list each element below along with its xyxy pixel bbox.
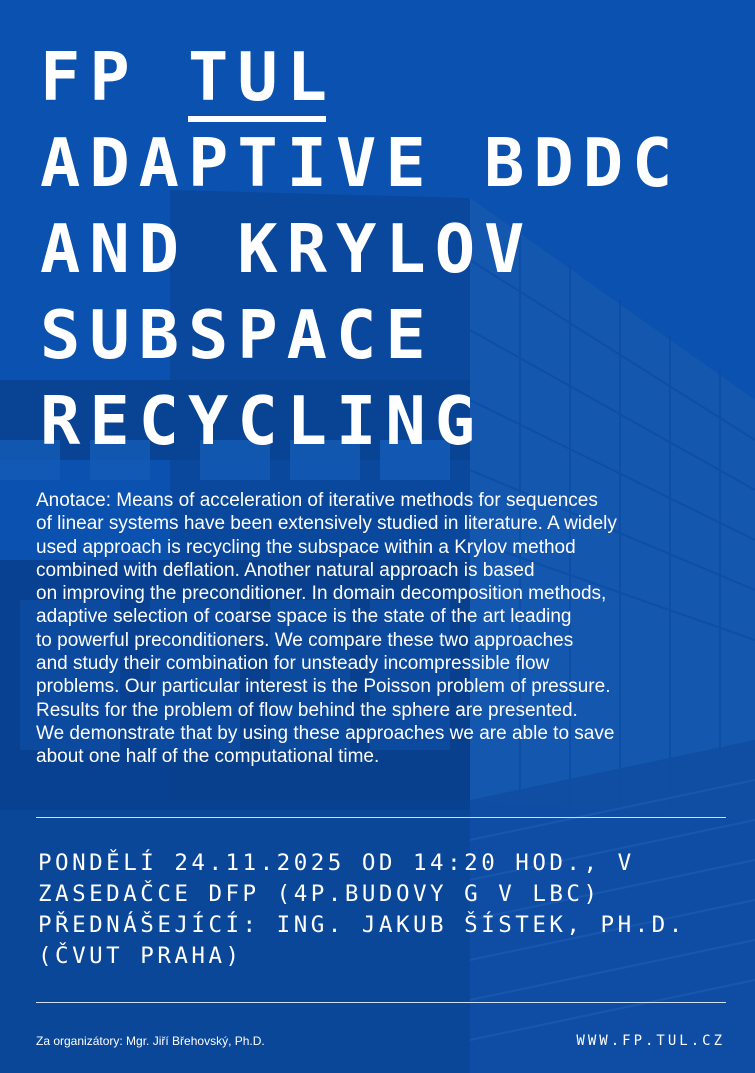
- event-details: [38, 848, 738, 972]
- title-line-4: SUBSPACE: [40, 296, 435, 374]
- abstract-line: adaptive selection of coarse space is the state of the art leading: [36, 606, 572, 628]
- abstract-line: on improving the preconditioner. In domain decomposition methods,: [36, 583, 607, 605]
- divider-top: [36, 817, 726, 818]
- event-affiliation-line: (ČVUT PRAHA): [38, 943, 243, 969]
- divider-bottom: [36, 1002, 726, 1003]
- abstract-line: We demonstrate that by using these approaches we are able to save: [36, 722, 615, 744]
- website-link[interactable]: WWW.FP.TUL.CZ: [576, 1033, 725, 1049]
- abstract-line: and study their combination for unsteady incompressible flow: [36, 653, 550, 675]
- title-tul-brand: TUL: [188, 34, 336, 120]
- abstract-line: Results for the problem of flow behind the sphere are presented.: [36, 699, 578, 721]
- title-line-5: RECYCLING: [40, 382, 485, 460]
- abstract-text: [36, 489, 726, 769]
- abstract-line: used approach is recycling the subspace within a Krylov method: [36, 536, 576, 558]
- event-date-line: PONDĚLÍ 24.11.2025 OD 14:20 HOD., V: [38, 850, 635, 876]
- abstract-line: combined with deflation. Another natural approach is based: [36, 559, 535, 581]
- title-line-2: ADAPTIVE BDDC: [40, 124, 682, 202]
- abstract-line: about one half of the computational time.: [36, 746, 380, 768]
- event-venue-line: ZASEDAČCE DFP (4P.BUDOVY G V LBC): [38, 881, 601, 907]
- event-speaker-line: PŘEDNÁŠEJÍCÍ: ING. JAKUB ŠÍSTEK, PH.D.: [38, 912, 686, 938]
- title-line-1: [40, 34, 681, 120]
- title-fp: FP: [40, 38, 139, 116]
- abstract-line: to powerful preconditioners. We compare these two approaches: [36, 629, 574, 651]
- poster-title: [40, 34, 681, 464]
- organizers-credit: Za organizátory: Mgr. Jiří Břehovský, Ph.D.: [36, 1034, 265, 1048]
- abstract-line: problems. Our particular interest is the Poisson problem of pressure.: [36, 676, 611, 698]
- title-line-3: AND KRYLOV: [40, 210, 534, 288]
- abstract-line: of linear systems have been extensively studied in literature. A widely: [36, 513, 617, 535]
- abstract-line: Anotace: Means of acceleration of iterative methods for sequences: [36, 490, 598, 511]
